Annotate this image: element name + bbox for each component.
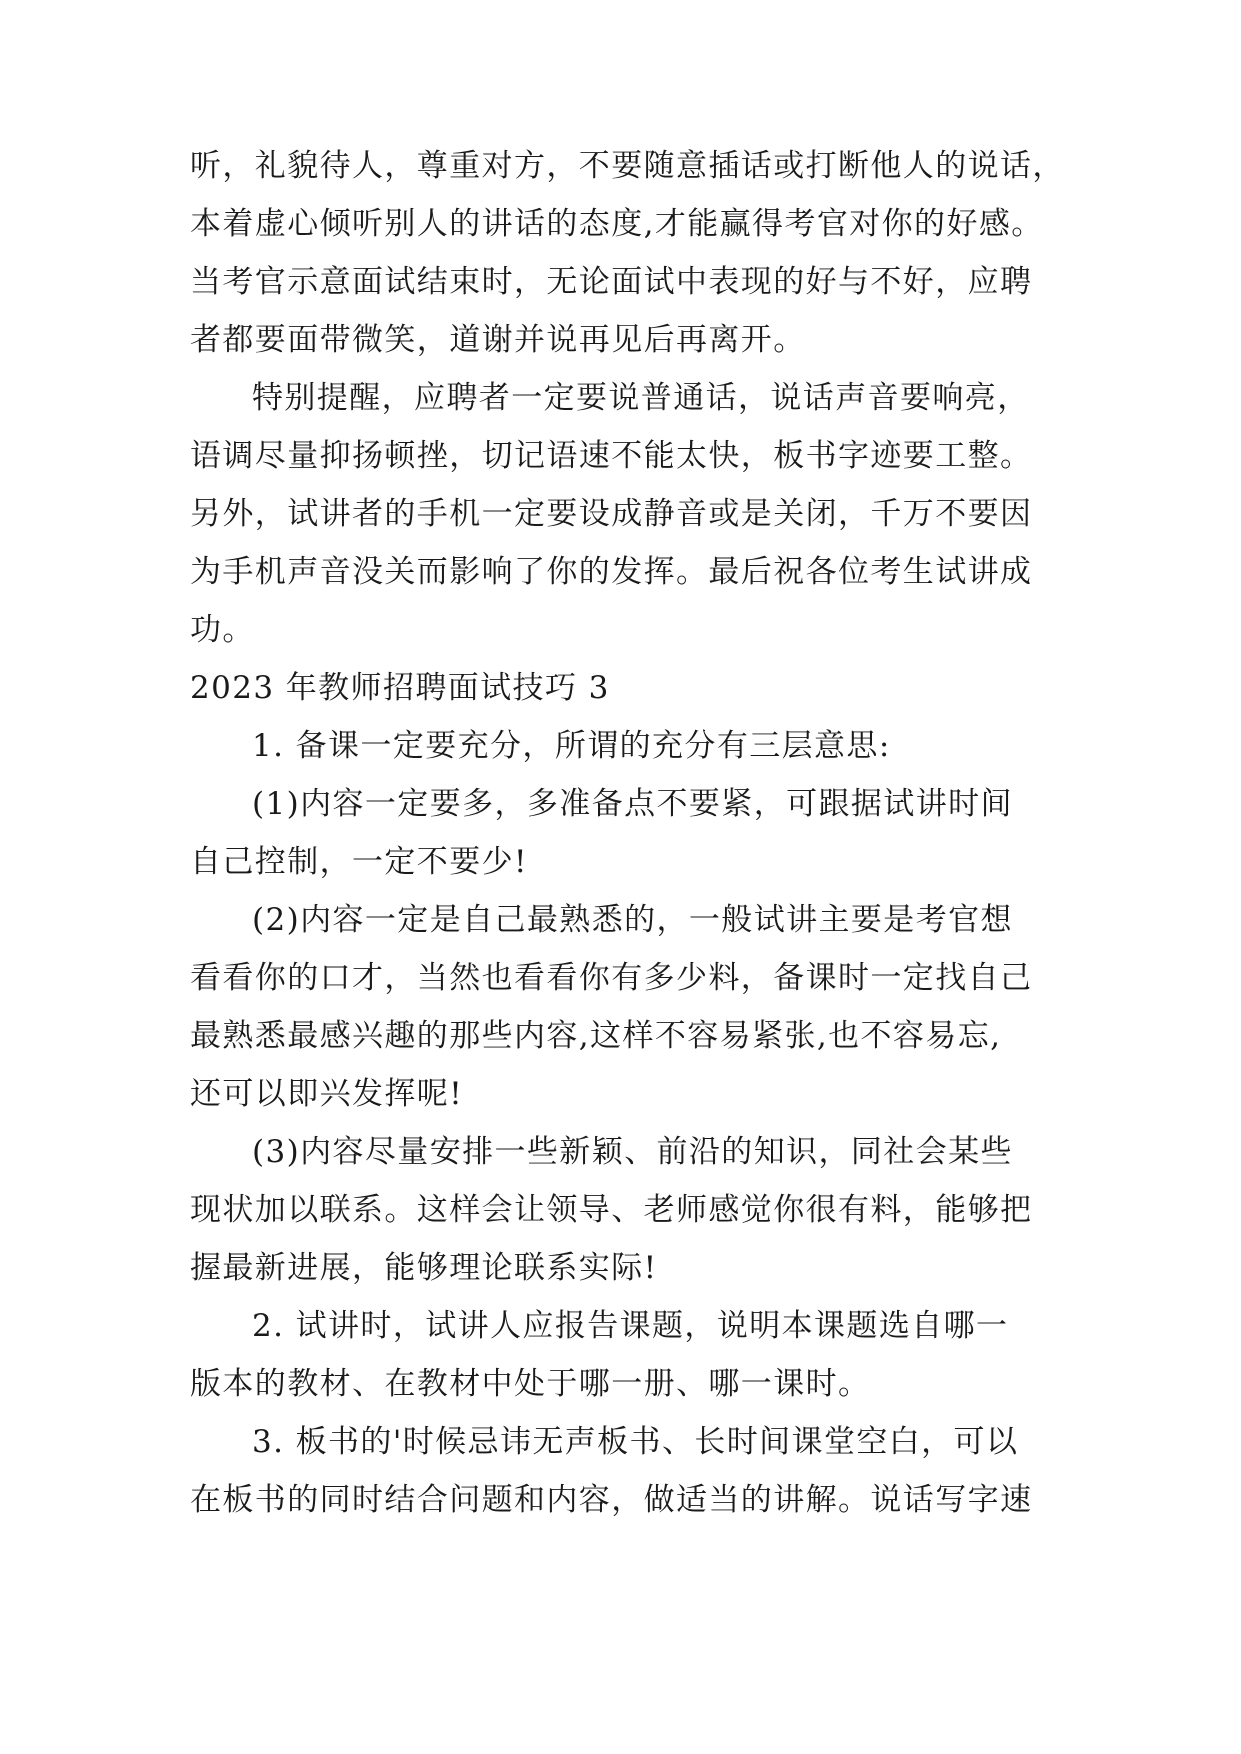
text-line: 者都要面带微笑，道谢并说再见后再离开。 bbox=[190, 322, 806, 358]
text-line: 功。 bbox=[190, 612, 255, 648]
text-line: 本着虚心倾听别人的讲话的态度,才能赢得考官对你的好感。 bbox=[190, 206, 1044, 242]
section-heading: 2023 年教师招聘面试技巧 3 bbox=[190, 670, 610, 706]
text-line: (1)内容一定要多，多准备点不要紧，可跟据试讲时间 bbox=[252, 786, 1013, 822]
text-line: 还可以即兴发挥呢! bbox=[190, 1076, 464, 1112]
text-line: 在板书的同时结合问题和内容，做适当的讲解。说话写字速 bbox=[190, 1482, 1033, 1518]
text-line: (2)内容一定是自己最熟悉的，一般试讲主要是考官想 bbox=[252, 902, 1013, 938]
text-line: 另外，试讲者的手机一定要设成静音或是关闭，千万不要因 bbox=[190, 496, 1033, 532]
text-line: 3. 板书的'时候忌讳无声板书、长时间课堂空白，可以 bbox=[252, 1424, 1019, 1460]
text-line: 版本的教材、在教材中处于哪一册、哪一课时。 bbox=[190, 1366, 871, 1402]
text-line: 自己控制，一定不要少! bbox=[190, 844, 528, 880]
text-line: 为手机声音没关而影响了你的发挥。最后祝各位考生试讲成 bbox=[190, 554, 1033, 590]
text-line: (3)内容尽量安排一些新颖、前沿的知识，同社会某些 bbox=[252, 1134, 1013, 1170]
text-line: 特别提醒，应聘者一定要说普通话，说话声音要响亮， bbox=[252, 380, 1030, 416]
text-line: 最熟悉最感兴趣的那些内容,这样不容易紧张,也不容易忘, bbox=[190, 1018, 1002, 1054]
text-line: 听，礼貌待人，尊重对方，不要随意插话或打断他人的说话， bbox=[190, 148, 1065, 184]
text-line: 握最新进展，能够理论联系实际! bbox=[190, 1250, 658, 1286]
text-line: 现状加以联系。这样会让领导、老师感觉你很有料，能够把 bbox=[190, 1192, 1033, 1228]
text-line: 语调尽量抑扬顿挫，切记语速不能太快，板书字迹要工整。 bbox=[190, 438, 1033, 474]
text-line: 看看你的口才，当然也看看你有多少料，备课时一定找自己 bbox=[190, 960, 1033, 996]
text-line: 当考官示意面试结束时，无论面试中表现的好与不好，应聘 bbox=[190, 264, 1033, 300]
text-line: 1. 备课一定要充分，所谓的充分有三层意思: bbox=[252, 728, 891, 764]
text-line: 2. 试讲时，试讲人应报告课题，说明本课题选自哪一 bbox=[252, 1308, 1009, 1344]
